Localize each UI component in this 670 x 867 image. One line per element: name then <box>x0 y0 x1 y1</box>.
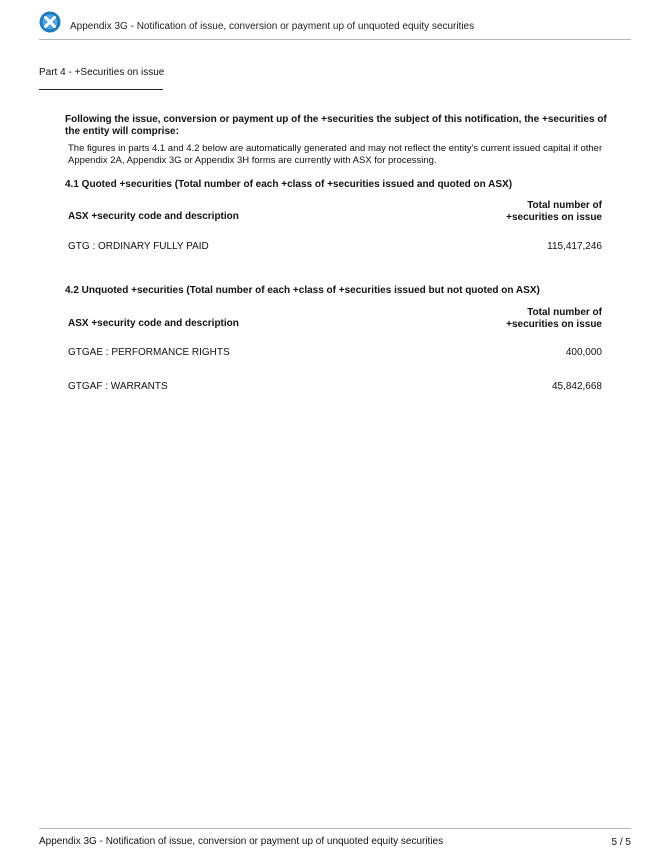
quoted-section-title: 4.1 Quoted +securities (Total number of each +class of +securities issued and quoted on ASX) <box>65 179 513 190</box>
unquoted-col-code-header: ASX +security code and description <box>68 318 239 329</box>
footer-title: Appendix 3G - Notification of issue, conversion or payment up of unquoted equity securities <box>39 836 444 847</box>
unquoted-section-title: 4.2 Unquoted +securities (Total number of each +class of +securities issued but not quoted on ASX) <box>65 285 540 296</box>
intro-text: Following the issue, conversion or payment up of the +securities the subject of this notification, the +securities of the entity will comprise: <box>65 114 607 137</box>
unquoted-row-code: GTGAF : WARRANTS <box>68 381 168 392</box>
footer-rule <box>39 828 631 829</box>
header-title: Appendix 3G - Notification of issue, conversion or payment up of unquoted equity securities <box>70 21 475 32</box>
note-text: The figures in parts 4.1 and 4.2 below are automatically generated and may not reflect the entity's current issued capital if other Appendix 2A, Appendix 3G or Appendix 3H forms are currently with ASX for processing. <box>68 143 603 166</box>
unquoted-row-total: 400,000 <box>565 347 602 358</box>
page-header <box>39 11 631 40</box>
part-underline <box>39 89 163 90</box>
quoted-row-total: 115,417,246 <box>547 241 602 252</box>
unquoted-col-total-line1: Total number of <box>527 307 602 318</box>
quoted-col-code-header: ASX +security code and description <box>68 211 239 222</box>
page-number: 5 / 5 <box>611 837 631 848</box>
quoted-col-total-header <box>506 200 602 224</box>
unquoted-row-total: 45,842,668 <box>551 381 602 392</box>
quoted-col-total-line2: +securities on issue <box>506 212 602 223</box>
asx-logo-icon <box>39 11 61 33</box>
part-title: Part 4 - +Securities on issue <box>39 67 165 78</box>
unquoted-col-total-line2: +securities on issue <box>506 319 602 330</box>
unquoted-col-total-header <box>506 307 602 331</box>
quoted-row-code: GTG : ORDINARY FULLY PAID <box>68 241 209 252</box>
unquoted-row-code: GTGAE : PERFORMANCE RIGHTS <box>68 347 230 358</box>
quoted-col-total-line1: Total number of <box>527 200 602 211</box>
